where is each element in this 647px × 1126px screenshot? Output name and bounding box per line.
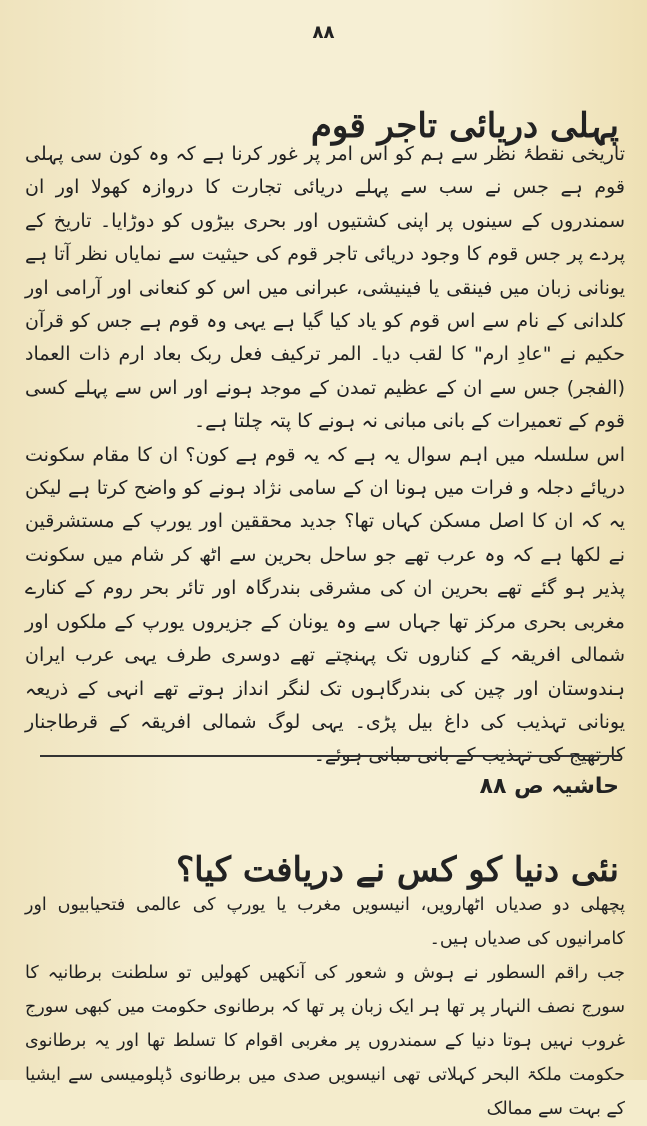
section-title: پہلی دریائی تاجر قوم	[310, 105, 619, 146]
footnote-label: حاشیہ ص ۸۸	[479, 774, 619, 799]
body-paragraph: اس سلسلہ میں اہم سوال یہ ہے کہ یہ قوم ہے کون؟ ان کا مقام سکونت دریائے دجلہ و فرات میں ہونا ان کے سامی نژاد ہونے کو واضح کرتا ہے لیکن یہ کہ ان کا اصل مسکن کہاں تھا؟ جدید محققین اور یورپ کے مستشرقین نے لکھا ہے کہ وہ عرب تھے جو ساحل بحرین سے اٹھ کر شام میں سکونت پذیر ہو گئے تھے بحرین ان کی مشرقی بندرگاہ اور تائر بحر روم کے کنارے مغربی بحری مرکز تھا جہاں سے وہ یونان کے جزیروں یورپ کے ملکوں اور شمالی افریقہ کے کناروں تک پہنچتے تھے دوسری طرف یہی عرب ایران ہندوستان اور چین کی بندرگاہوں تک لنگر انداز ہوتے تھے انہی کے ذریعہ یونانی تہذیب کی داغ بیل پڑی۔ یہی لوگ شمالی افریقہ کے قرطاجنار کارتھیج کی تہذیب کے بانی مبانی ہوئے۔	[25, 443, 625, 767]
page-number: ۸۸	[312, 22, 335, 43]
section-body	[25, 138, 625, 773]
footnote-body	[25, 888, 625, 1126]
body-paragraph: تاریخی نقطۂ نظر سے ہم کو اس امر پر غور کرنا ہے کہ وہ کون سی پہلی قوم ہے جس نے سب سے پہلے دریائی تجارت کا دروازہ کھولا اور ان سمندروں کے سینوں پر اپنی کشتیوں اور بحری بیڑوں کو دوڑایا۔ تاریخ کے پردے پر جس قوم کا وجود دریائی تاجر قوم کی حیثیت سے نمایاں نظر آتا ہے یونانی زبان میں فینقی یا فینیشی، عبرانی میں اس کو کنعانی اور آرامی اور کلدانی کے نام سے اس قوم کو یاد کیا گیا ہے یہی وہ قوم ہے جس کو قرآن حکیم نے "عادِ ارم" کا لقب دیا۔ المر ترکیف فعل ربک بعاد ارم ذات العماد (الفجر) جس سے ان کے عظیم تمدن کے موجد ہونے اور اس سے پہلے کسی قوم کے تعمیرات کے بانی مبانی نہ ہونے کا پتہ چلتا ہے۔	[25, 143, 625, 433]
footnote-title: نئی دنیا کو کس نے دریافت کیا؟	[176, 850, 619, 891]
footnote-paragraph: جب راقم السطور نے ہوش و شعور کی آنکھیں کھولیں تو سلطنت برطانیہ کا سورج نصف النہار پر تھا ہر ایک زبان پر تھا کہ برطانوی حکومت میں کبھی سورج غروب نہیں ہوتا دنیا کے سمندروں پر مغربی اقوام کا تسلط تھا اور یہ برطانوی حکومت ملکۃ البحر کہلاتی تھی انیسویں صدی میں برطانوی ڈپلومیسی سے ایشیا کے بہت سے ممالک	[25, 963, 625, 1119]
footnote-paragraph: پچھلی دو صدیاں اٹھارویں، انیسویں مغرب یا یورپ کی عالمی فتحیابیوں اور کامرانیوں کی صدیاں ہیں۔	[25, 895, 625, 949]
footnote-divider	[40, 755, 620, 757]
